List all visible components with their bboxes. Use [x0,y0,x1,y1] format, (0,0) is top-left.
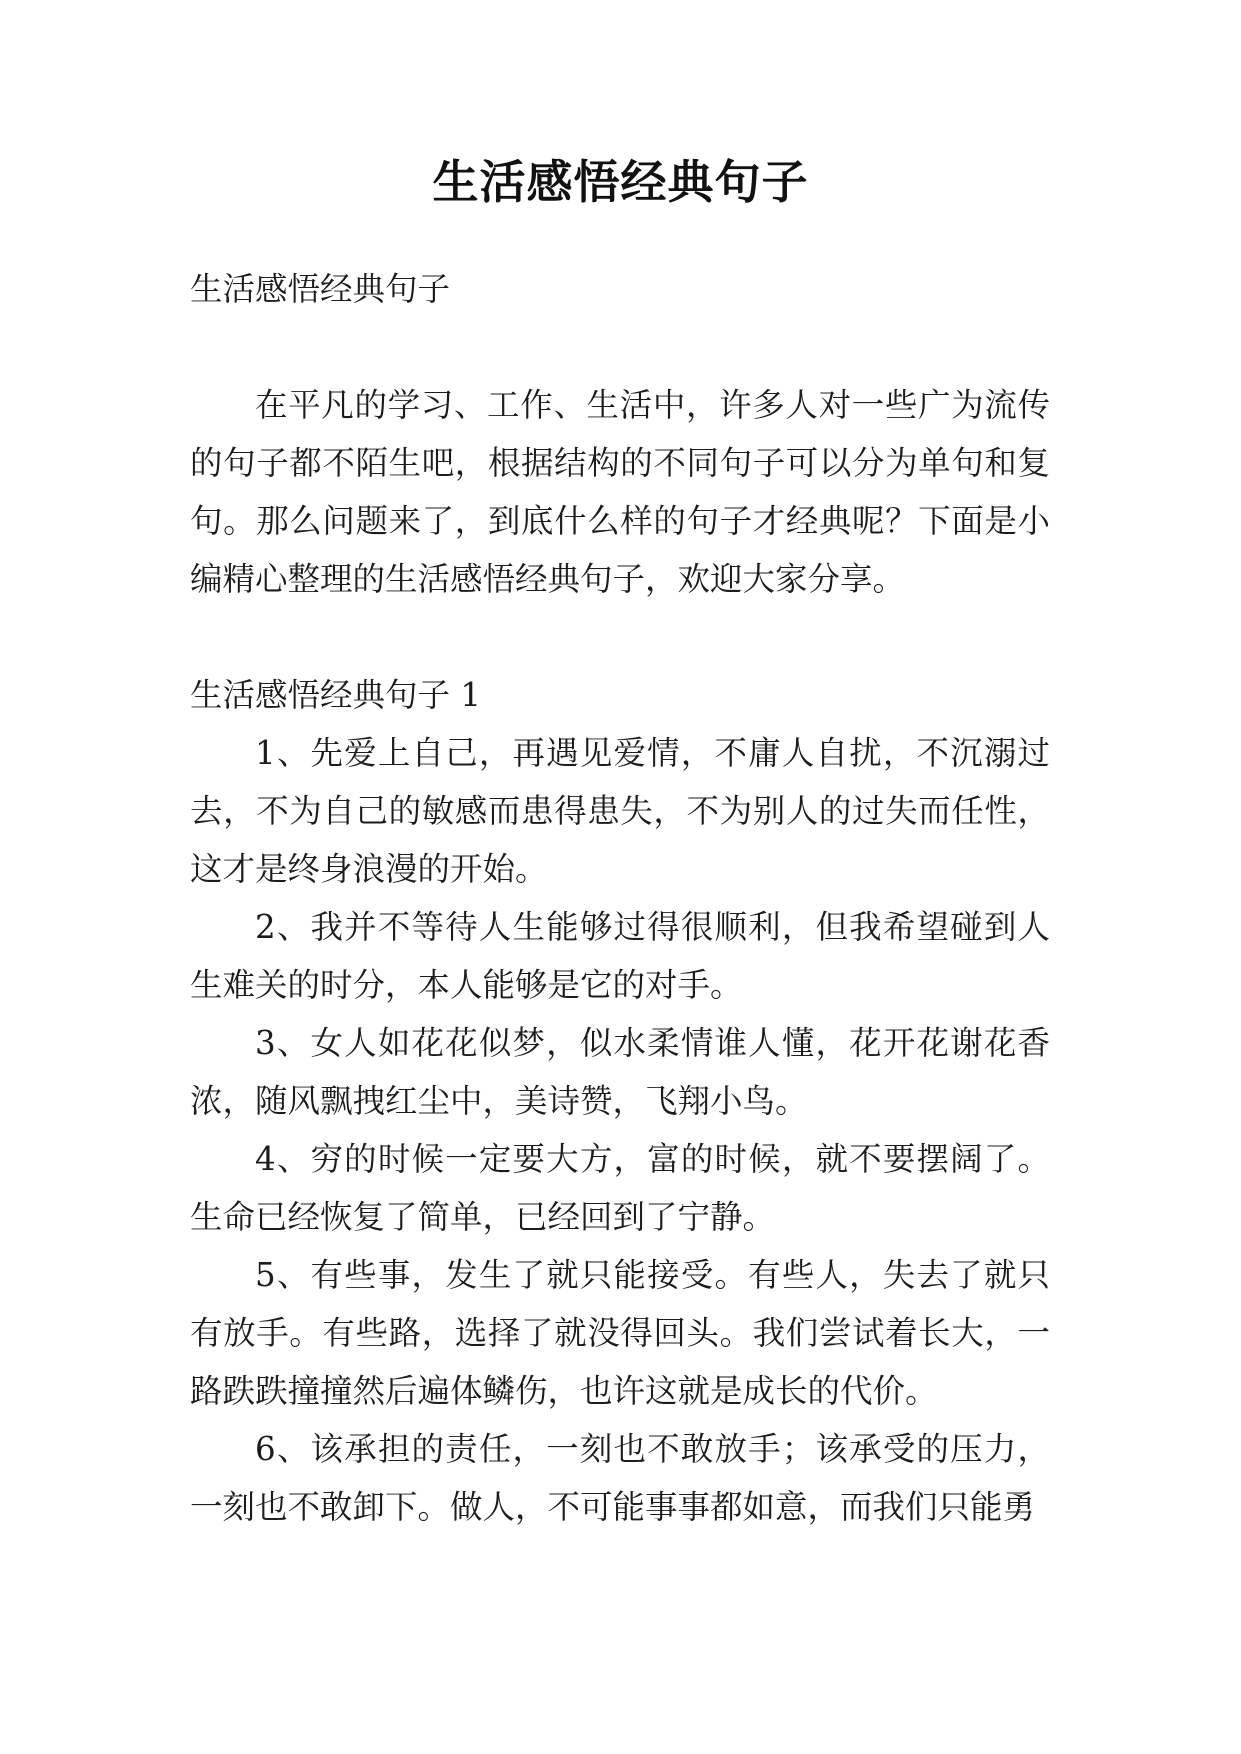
list-item: 6、该承担的责任，一刻也不敢放手；该承受的压力，一刻也不敢卸下。做人，不可能事事都如意，而我们只能勇 [190,1430,1050,1526]
document-subtitle: 生活感悟经典句子 [190,270,451,308]
intro-paragraph: 在平凡的学习、工作、生活中，许多人对一些广为流传的句子都不陌生吧，根据结构的不同句子可以分为单句和复句。那么问题来了，到底什么样的句子才经典呢？下面是小编精心整理的生活感悟经典句子，欢迎大家分享。 [190,386,1050,598]
list-item: 1、先爱上自己，再遇见爱情，不庸人自扰，不沉溺过去，不为自己的敏感而患得患失，不为别人的过失而任性，这才是终身浪漫的开始。 [190,734,1050,888]
document-title: 生活感悟经典句子 [432,155,809,209]
document-body [190,260,1050,1536]
list-item: 3、女人如花花似梦，似水柔情谁人懂，花开花谢花香浓，随风飘拽红尘中，美诗赞，飞翔小鸟。 [190,1024,1050,1120]
section-heading: 生活感悟经典句子 1 [190,676,482,714]
list-item: 2、我并不等待人生能够过得很顺利，但我希望碰到人生难关的时分，本人能够是它的对手。 [190,908,1050,1004]
list-item: 4、穷的时候一定要大方，富的时候，就不要摆阔了。生命已经恢复了简单，已经回到了宁静。 [190,1140,1050,1236]
list-item: 5、有些事，发生了就只能接受。有些人，失去了就只有放手。有些路，选择了就没得回头。我们尝试着长大，一路跌跌撞撞然后遍体鳞伤，也许这就是成长的代价。 [190,1256,1050,1410]
